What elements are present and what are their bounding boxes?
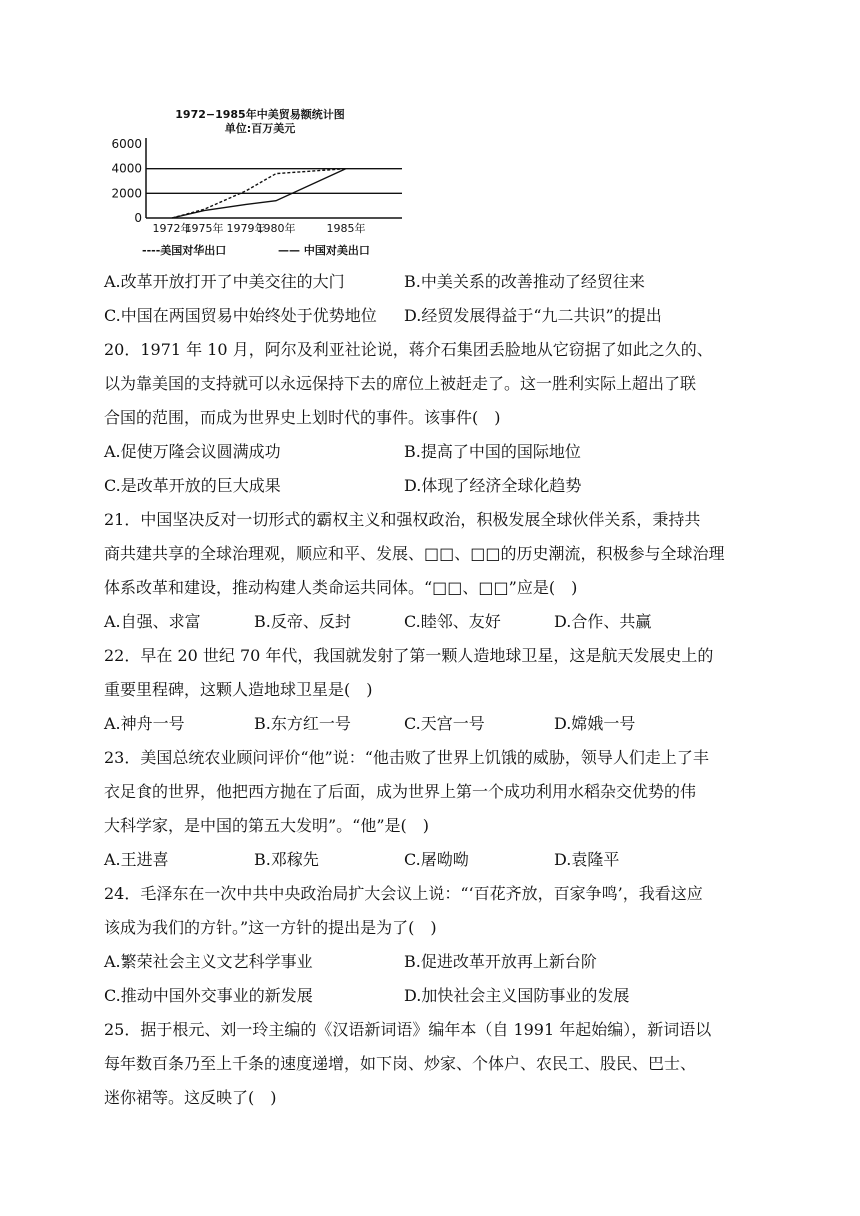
q20-stem-line2: 以为靠美国的支持就可以永远保持下去的席位上被赶走了。这一胜利实际上超出了联 bbox=[104, 374, 697, 393]
y-tick-label: 2000 bbox=[111, 186, 142, 201]
q21-stem-line2: 商共建共享的全球治理观，顺应和平、发展、□□、□□的历史潮流，积极参与全球治理 bbox=[104, 544, 725, 563]
q21-option-a[interactable]: A.自强、求富 bbox=[104, 612, 201, 631]
chart-y-ticks bbox=[111, 137, 142, 225]
q23-option-b[interactable]: B.邓稼先 bbox=[254, 850, 319, 869]
trade-chart bbox=[100, 104, 420, 262]
q23-option-a[interactable]: A.王进喜 bbox=[104, 850, 169, 869]
chart-axes bbox=[146, 138, 402, 218]
q24-stem-line1: 24．毛泽东在一次中共中央政治局扩大会议上说：“‘百花齐放，百家争鸣’，我看这应 bbox=[104, 884, 703, 903]
q23-option-c[interactable]: C.屠呦呦 bbox=[404, 850, 469, 869]
q20-stem-line1: 20．1971 年 10 月，阿尔及利亚社论说，蒋介石集团丢脸地从它窃据了如此之久的、 bbox=[104, 340, 713, 359]
q19-option-b[interactable]: B.中美关系的改善推动了经贸往来 bbox=[404, 272, 645, 291]
q25-stem-line3: 迷你裙等。这反映了( ) bbox=[104, 1088, 277, 1107]
y-tick-label: 0 bbox=[134, 211, 142, 225]
y-tick-label: 6000 bbox=[111, 137, 142, 151]
q20-option-c[interactable]: C.是改革开放的巨大成果 bbox=[104, 476, 281, 495]
q22-option-c[interactable]: C.天宫一号 bbox=[404, 714, 485, 733]
q23-option-d[interactable]: D.袁隆平 bbox=[554, 850, 620, 869]
q20-option-b[interactable]: B.提高了中国的国际地位 bbox=[404, 442, 581, 461]
q20-option-a[interactable]: A.促使万隆会议圆满成功 bbox=[104, 442, 281, 461]
q20-stem-line3: 合国的范围，而成为世界史上划时代的事件。该事件( ) bbox=[104, 408, 501, 427]
q21-stem-line1: 21．中国坚决反对一切形式的霸权主义和强权政治，积极发展全球伙伴关系，秉持共 bbox=[104, 510, 701, 529]
q24-stem-line2: 该成为我们的方针。”这一方针的提出是为了( ) bbox=[104, 918, 437, 937]
chart-title: 1972−1985年中美贸易额统计图 bbox=[175, 108, 345, 121]
legend-cn-export: —— 中国对美出口 bbox=[278, 244, 370, 257]
y-tick-label: 4000 bbox=[111, 161, 142, 176]
q22-option-a[interactable]: A.神舟一号 bbox=[104, 714, 185, 733]
q23-stem-line2: 衣足食的世界，他把西方抛在了后面，成为世界上第一个成功利用水稻杂交优势的伟 bbox=[104, 782, 697, 801]
x-tick-label: 1972年 bbox=[152, 222, 192, 235]
q19-option-c[interactable]: C.中国在两国贸易中始终处于优势地位 bbox=[104, 306, 377, 325]
q20-option-d[interactable]: D.体现了经济全球化趋势 bbox=[404, 476, 582, 495]
x-tick-label: 1985年 bbox=[326, 222, 366, 235]
q24-option-b[interactable]: B.促进改革开放再上新台阶 bbox=[404, 952, 597, 971]
legend-us-export: ----美国对华出口 bbox=[142, 244, 227, 257]
q21-option-d[interactable]: D.合作、共赢 bbox=[554, 612, 652, 631]
q22-stem-line2: 重要里程碑，这颗人造地球卫星是( ) bbox=[104, 680, 373, 699]
q24-option-d[interactable]: D.加快社会主义国防事业的发展 bbox=[404, 986, 630, 1005]
q25-stem-line2: 每年数百条乃至上千条的速度递增，如下岗、炒家、个体户、农民工、股民、巴士、 bbox=[104, 1054, 697, 1073]
x-tick-label: 1980年 bbox=[256, 222, 296, 235]
q21-stem-line3: 体系改革和建设，推动构建人类命运共同体。“□□、□□”应是( ) bbox=[104, 578, 578, 597]
chart-subtitle: 单位:百万美元 bbox=[224, 122, 296, 135]
trade-chart-svg bbox=[100, 104, 420, 262]
q23-stem-line3: 大科学家，是中国的第五大发明”。“他”是( ) bbox=[104, 816, 430, 835]
q24-option-c[interactable]: C.推动中国外交事业的新发展 bbox=[104, 986, 313, 1005]
q19-option-d[interactable]: D.经贸发展得益于“九二共识”的提出 bbox=[404, 306, 662, 325]
q24-option-a[interactable]: A.繁荣社会主义文艺科学事业 bbox=[104, 952, 313, 971]
x-tick-label: 1979年 bbox=[226, 222, 266, 235]
q21-option-b[interactable]: B.反帝、反封 bbox=[254, 612, 351, 631]
q23-stem-line1: 23．美国总统农业顾问评价“他”说：“他击败了世界上饥饿的威胁，领导人们走上了丰 bbox=[104, 748, 709, 767]
q25-stem-line1: 25．据于根元、刘一玲主编的《汉语新词语》编年本（自 1991 年起始编），新词语以 bbox=[104, 1020, 712, 1039]
q21-option-c[interactable]: C.睦邻、友好 bbox=[404, 612, 501, 631]
x-tick-label: 1975年 bbox=[184, 222, 224, 235]
q22-option-b[interactable]: B.东方红一号 bbox=[254, 714, 351, 733]
q22-option-d[interactable]: D.嫦娥一号 bbox=[554, 714, 636, 733]
q22-stem-line1: 22．早在 20 世纪 70 年代，我国就发射了第一颗人造地球卫星，这是航天发展史上的 bbox=[104, 646, 714, 665]
q19-option-a[interactable]: A.改革开放打开了中美交往的大门 bbox=[104, 272, 345, 291]
chart-x-ticks bbox=[153, 221, 366, 235]
